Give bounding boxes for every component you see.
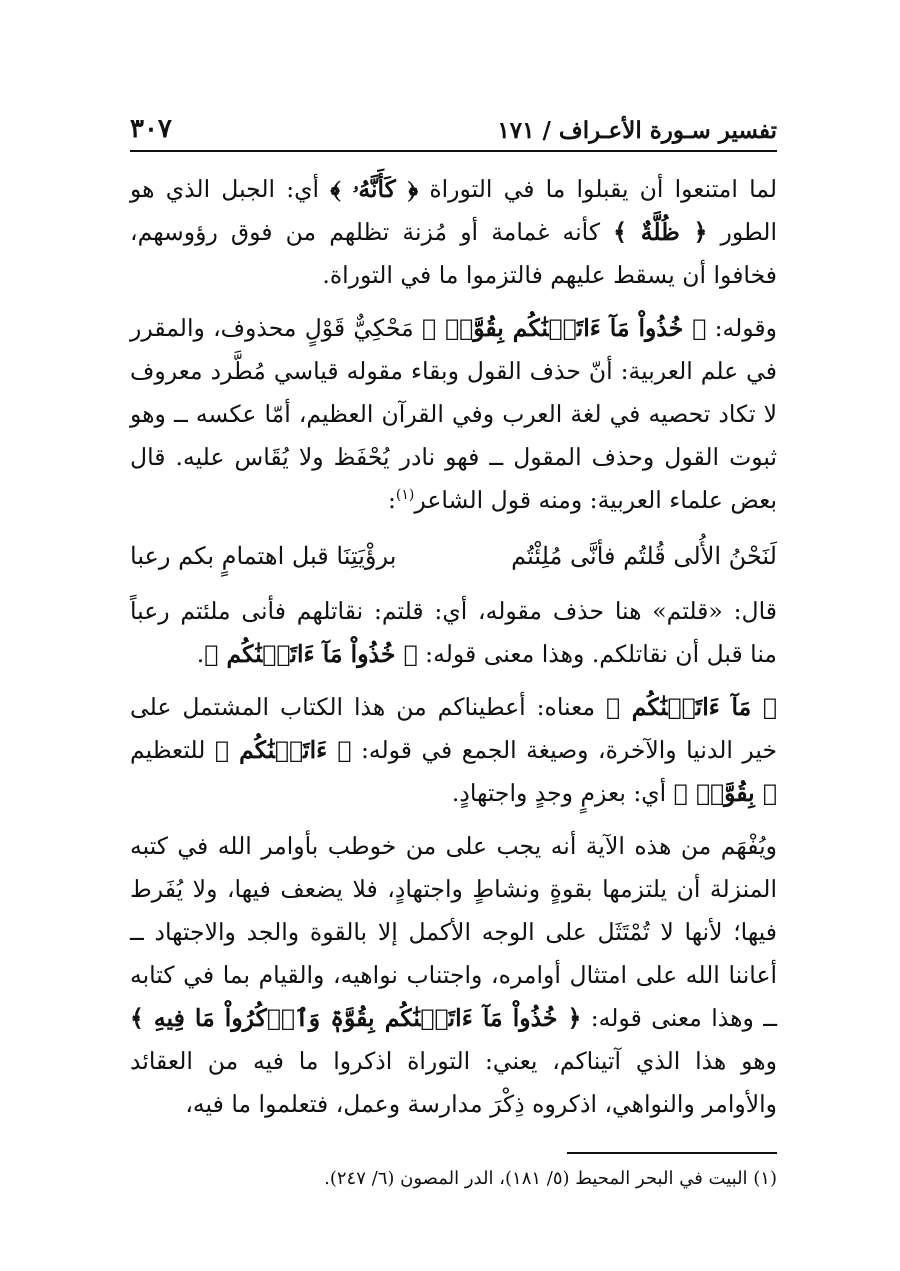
running-header	[130, 108, 777, 144]
text: ويُفْهَم من هذه الآية أنه يجب على من خوطب بأوامر الله في كتبه المنزلة أن يلتزمها بقوةٍ ونشاطٍ واجتهادٍ، فلا يضعف فيها، ولا يُفَرط فيها؛ لأنها لا تُمْتَثَل على الوجه الأكمل إلا بالقوة والجد والاجتهاد ــ أعاننا الله على امتثال أوامره، واجتناب نواهيه، والقيام بما في كتابه ــ وهذا معنى قوله:	[130, 832, 777, 1032]
paragraph-3	[130, 590, 777, 676]
text: :	[387, 486, 396, 514]
quran-quote: ﴿ كَأَنَّهُۥ ﴾	[330, 175, 419, 203]
verse-hemistich-second: برؤْيَتِنَا قبل اهتمامٍ بكم رعبا	[130, 542, 397, 570]
paragraph-2	[130, 307, 777, 522]
paragraph-4	[130, 686, 777, 815]
poetry-verse	[130, 532, 777, 580]
footnote-marker: (١)	[395, 487, 415, 504]
running-title: تفسير سـورة الأعـراف / ١٧١	[497, 117, 777, 144]
quran-quote: ﴿ خُذُواْ مَآ ءَاتَيۡنَٰكُم بِقُوَّةٖ وَٱذۡكُرُواْ مَا فِيهِ ﴾	[130, 1004, 582, 1032]
footnote: (١) البيت في البحر المحيط (٥/ ١٨١)، الدر المصون (٦/ ٢٤٧).	[324, 1168, 777, 1189]
footnote-rule	[567, 1152, 777, 1154]
text: .	[196, 640, 205, 668]
text: للتعظيم	[130, 736, 215, 764]
quran-quote: ﴿ مَآ ءَاتَيۡنَٰكُم ﴾	[606, 693, 777, 721]
text: لما امتنعوا أن يقبلوا ما في التوراة	[418, 175, 778, 203]
text: مَحْكِيٌّ قَوْلٍ محذوف، والمقرر في علم العربية: أنّ حذف القول وبقاء مقوله قياسي مُطَّرد معروف لا تكاد تحصيه في لغة العرب وفي القرآن العظيم، أمّا عكسه ــ وهو ثبوت القول وحذف المقول ــ فهو نادر يُحْفَظ ولا يُقَاس عليه. قال بعض علماء العربية: ومنه قول الشاعر	[130, 314, 777, 514]
text: وقوله:	[706, 314, 777, 342]
text: أي: بعزمٍ وجدٍ واجتهادٍ.	[451, 779, 674, 807]
quran-quote: ﴿ بِقُوَّةٖ ﴾	[673, 779, 777, 807]
text: قال: «قلتم» هنا حذف مقوله، أي: قلتم: نقاتلهم فأنى ملئتم رعباً منا قبل أن نقاتلكم. وهذا معنى قوله:	[130, 597, 777, 668]
paragraph-1	[130, 168, 777, 297]
text: كأنه غمامة أو مُزنة تظلهم من فوق رؤوسهم، فخافوا أن يسقط عليهم فالتزموا ما في التوراة.	[130, 218, 777, 289]
text: وهو هذا الذي آتيناكم، يعني: التوراة اذكروا ما فيه من العقائد والأوامر والنواهي، اذكروه ذِكْرَ مدارسة وعمل، فتعلموا ما فيه،	[130, 1047, 777, 1118]
quran-quote: ﴿ ظُلَّةٌ ﴾	[613, 218, 708, 246]
quran-quote: ﴿ ءَاتَيۡنَٰكُم ﴾	[214, 736, 352, 764]
quran-quote: ﴿ خُذُواْ مَآ ءَاتَيۡنَٰكُم ﴾	[204, 640, 418, 668]
header-rule	[130, 150, 777, 152]
page-number: ٣٠٧	[130, 114, 172, 144]
verse-hemistich-first: لَنَحْنُ الأُلى قُلتُم فأنَّى مُلِئْتُم	[511, 542, 777, 570]
text: أي: الجبل الذي هو الطور	[130, 175, 777, 246]
paragraph-5	[130, 825, 777, 1126]
text: معناه: أعطيناكم من هذا الكتاب المشتمل على خير الدنيا والآخرة، وصيغة الجمع في قوله:	[130, 693, 777, 764]
quran-quote: ﴿ خُذُواْ مَآ ءَاتَيۡنَٰكُم بِقُوَّةٖ ﴾	[422, 314, 707, 342]
